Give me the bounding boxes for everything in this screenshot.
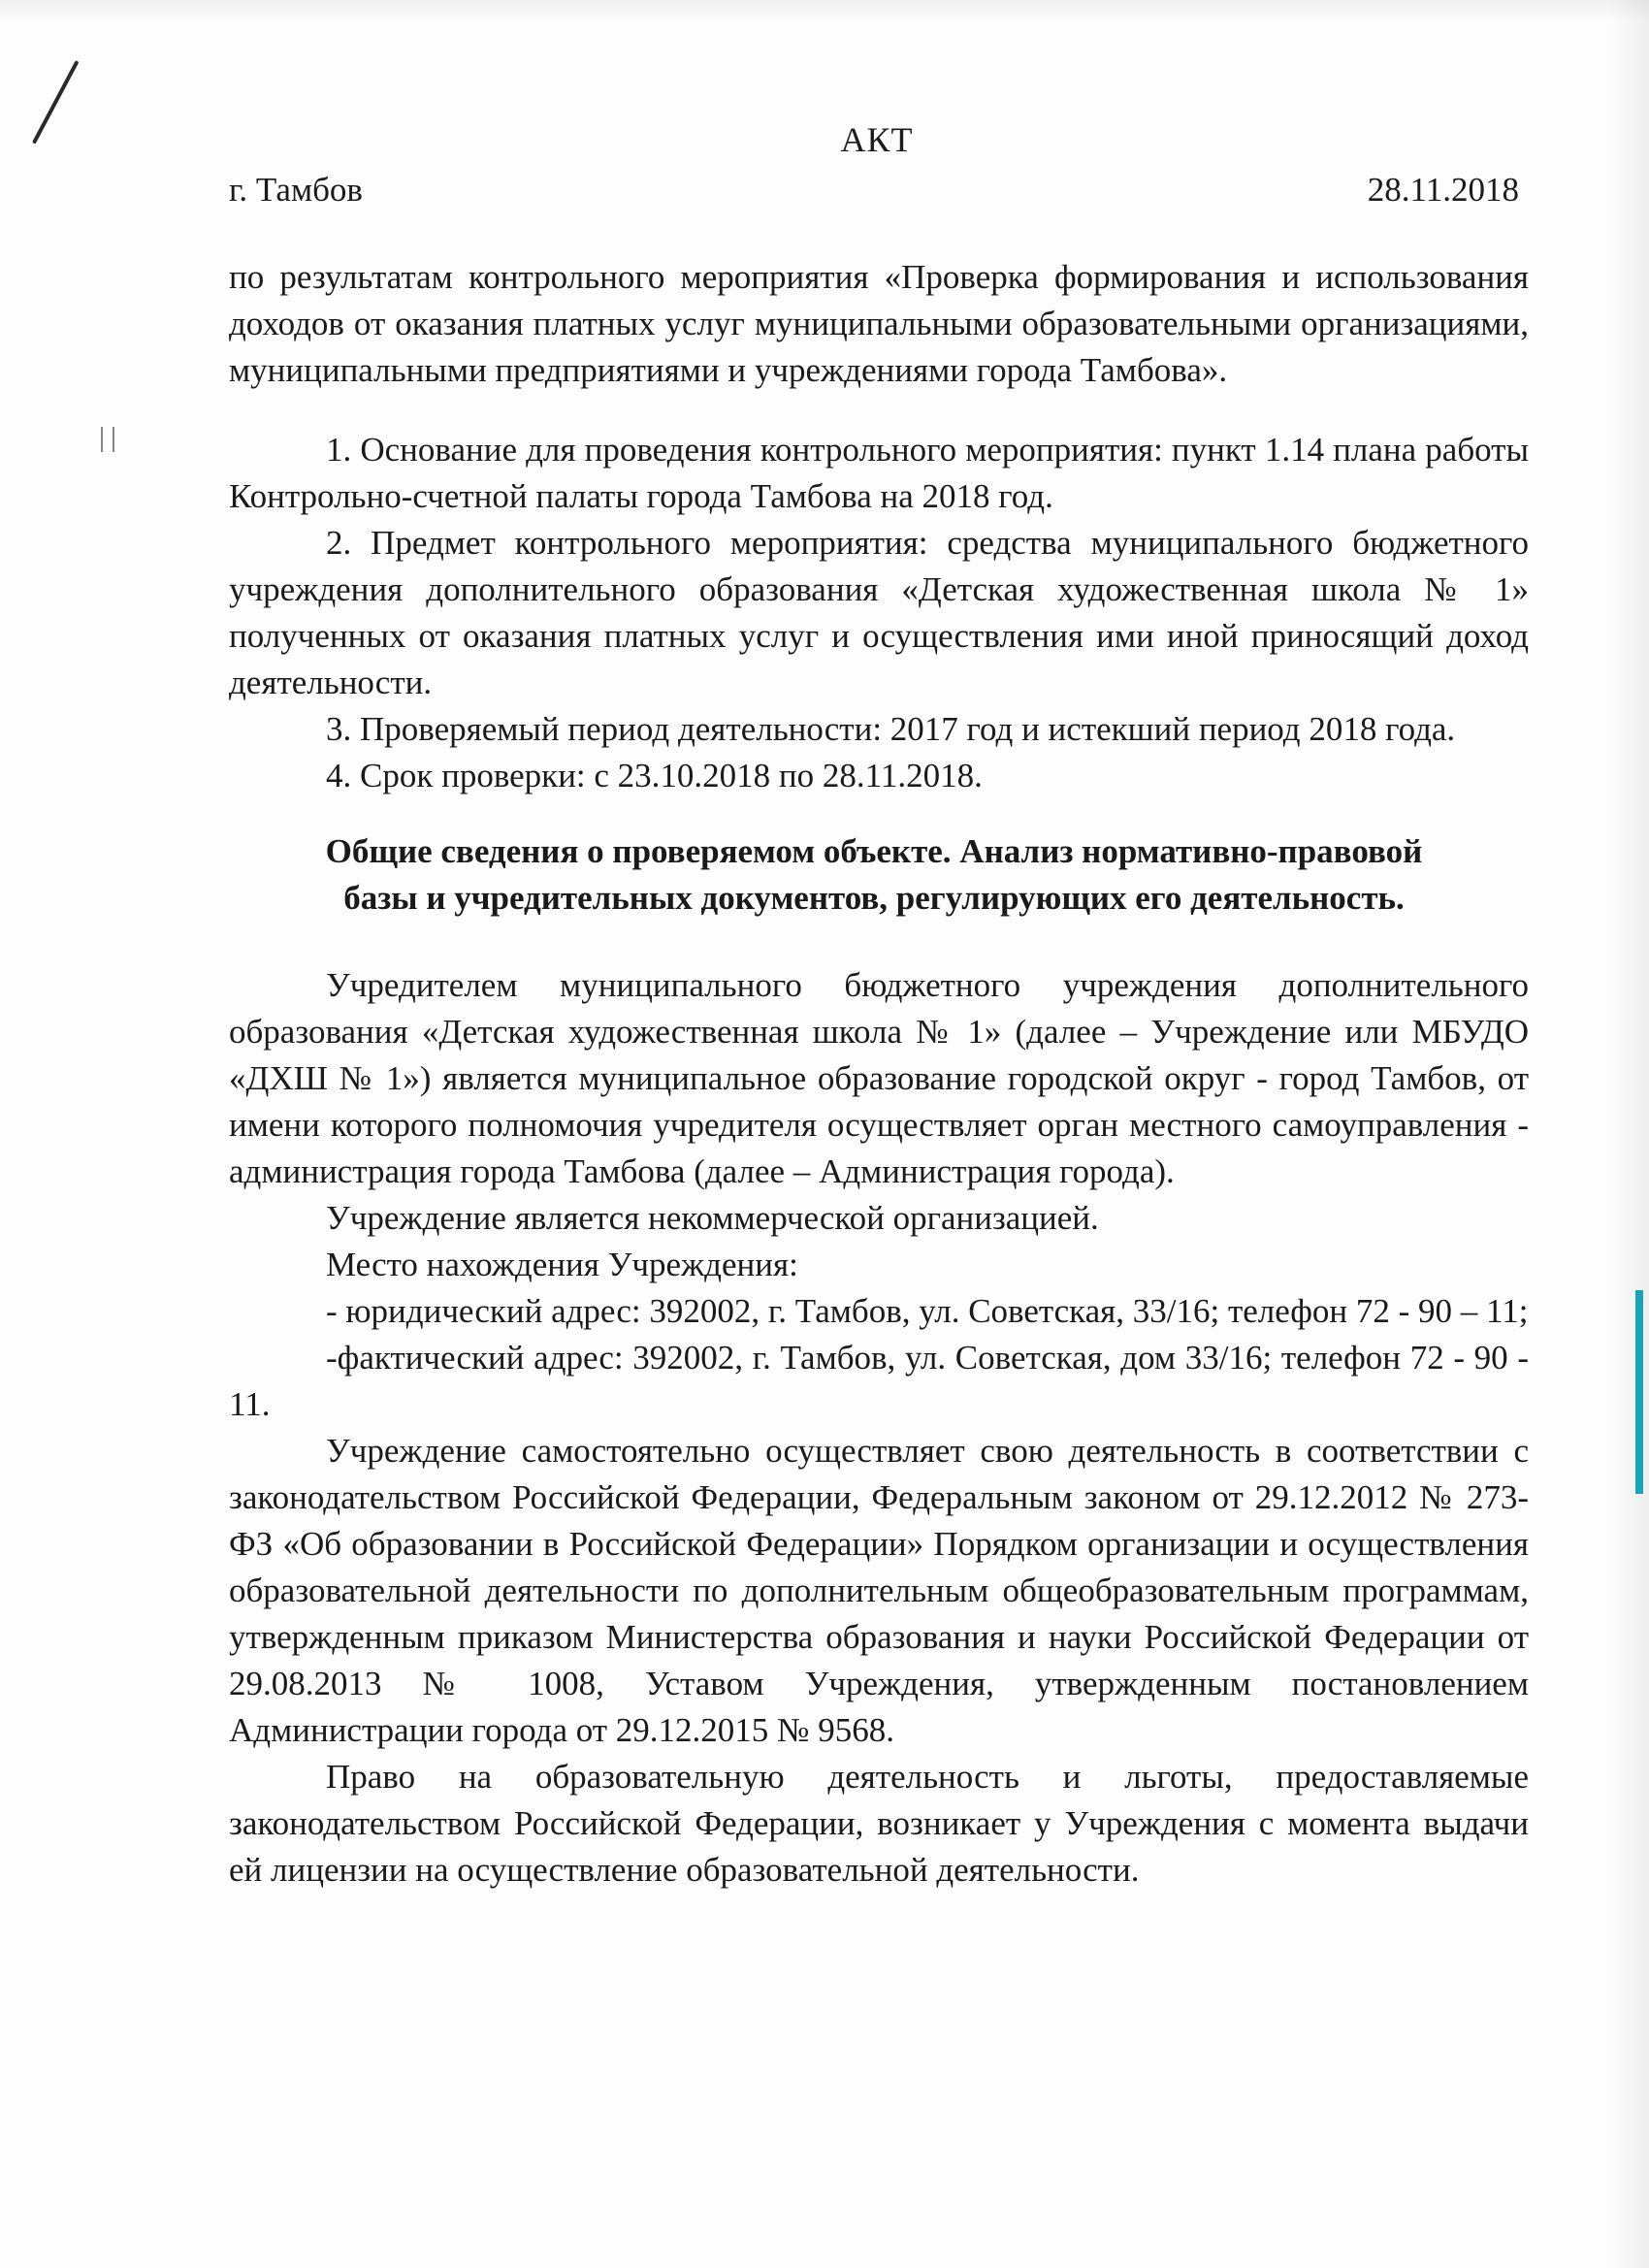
body-paragraph: -фактический адрес: 392002, г. Тамбов, ул. Советская, дом 33/16; телефон 72 - 90 - 11. <box>229 1339 1529 1423</box>
scan-right-shadow <box>1610 0 1649 2268</box>
body-paragraph: Место нахождения Учреждения: <box>326 1246 798 1283</box>
document-intro: по результатам контрольного мероприятия «Проверка формирования и использования доходов от оказания платных услуг муниципальными образовательными организациями, муниципальными предприятиями и учреждениями города Тамбова». <box>229 258 1529 389</box>
pen-mark <box>32 60 80 145</box>
document-city: г. Тамбов <box>229 171 363 209</box>
section-heading: Общие сведения о проверяемом объекте. Анализ нормативно-правовой базы и учредительных документов, регулирующих его деятельность. <box>325 832 1423 917</box>
body-paragraph: Учреждение самостоятельно осуществляет свою деятельность в соответствии с законодательством Российской Федерации, Федеральным законом от 29.12.2012 № 273-ФЗ «Об образовании в Российской Федерации» Порядком организации и осуществления образовательной деятельности по дополнительным общеобразовательным программам, утвержденным приказом Министерства образования и науки Российской Федерации от 29.08.2013 № 1008, Уставом Учреждения, утвержденным постановлением Администрации города от 29.12.2015 № 9568. <box>229 1432 1529 1749</box>
document-body <box>229 116 1548 1894</box>
list-item: 4. Срок проверки: с 23.10.2018 по 28.11.2018. <box>326 757 983 794</box>
list-item: 2. Предмет контрольного мероприятия: средства муниципального бюджетного учреждения дополнительного образования «Детская художественная школа № 1» полученных от оказания платных услуг и осуществления ими иной приносящий доход деятельности. <box>229 524 1529 701</box>
list-item: 1. Основание для проведения контрольного мероприятия: пункт 1.14 плана работы Контрольно-счетной палаты города Тамбова на 2018 год. <box>229 431 1529 515</box>
edge-color-strip <box>1635 1290 1643 1494</box>
body-paragraph: Учредителем муниципального бюджетного учреждения дополнительного образования «Детская художественная школа № 1» (далее – Учреждение или МБУДО «ДХШ № 1») является муниципальное образование городской округ - город Тамбов, от имени которого полномочия учредителя осуществляет орган местного самоуправления - администрация города Тамбова (далее – Администрация города). <box>229 966 1529 1190</box>
place-date-row <box>229 167 1519 213</box>
body-paragraph: Учреждение является некоммерческой организацией. <box>326 1199 1099 1237</box>
list-item: 3. Проверяемый период деятельности: 2017 год и истекший период 2018 года. <box>326 710 1456 748</box>
body-paragraph: - юридический адрес: 392002, г. Тамбов, ул. Советская, 33/16; телефон 72 - 90 – 11; <box>326 1292 1529 1330</box>
margin-mark <box>101 427 114 452</box>
scan-top-shadow <box>0 0 1649 23</box>
document-title: АКТ <box>840 120 914 159</box>
body-paragraph: Право на образовательную деятельность и льготы, предоставляемые законодательством Российской Федерации, возникает у Учреждения с момента выдачи ей лицензии на осуществление образовательной деятельности. <box>229 1758 1529 1889</box>
spacer <box>229 394 1548 427</box>
document-date: 28.11.2018 <box>1367 171 1519 209</box>
